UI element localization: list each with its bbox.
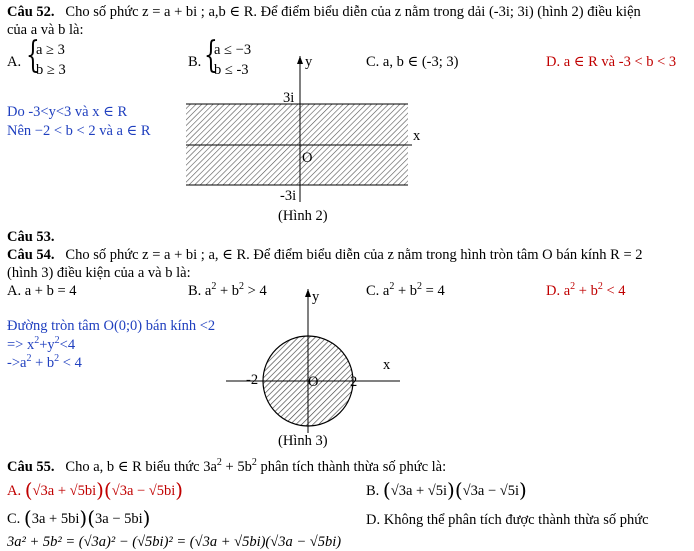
- fig3-origin-label: O: [308, 374, 319, 390]
- q53-label-text: Câu 53.: [7, 229, 55, 245]
- q52-text-a: Cho số phức z = a + bi ; a,b ∈ R. Để điểm biểu diễn của z nằm trong dải (-3i; 3i) (hình 2) điều kiện: [65, 4, 641, 20]
- q55-optD: D. Không thể phân tích được thành thừa số phức: [366, 512, 649, 528]
- q52-solution-l2: Nên −2 < b < 2 và a ∈ R: [7, 123, 151, 139]
- fig2-minus3i-label: -3i: [280, 188, 297, 204]
- q54-optB: B. $a^2 + b^2 > 4$: [188, 281, 267, 299]
- q54-text-a: Cho số phức z = a + bi ; a, ∈ R. Để điểm biểu diễn của z nằm trong hình tròn tâm O bán kính R = 2: [65, 247, 643, 263]
- q54-solution-l3: $->a^2 + b^2 < 4$: [7, 353, 82, 371]
- q54-optD: D. $a^2 + b^2 < 4$: [546, 281, 626, 299]
- fig2-y-label: y: [305, 54, 313, 70]
- q52-optB-l1: a ≤ −3: [214, 42, 252, 58]
- q52-optB-l2: b ≤ -3: [214, 62, 249, 78]
- q55-optA: A. (√3a + √5bi)(√3a − √5bi): [7, 478, 184, 502]
- q55-optB: B. (√3a + √5i)(√3a − √5i): [366, 478, 527, 502]
- q54-text-b: (hình 3) điều kiện của a và b là:: [7, 265, 191, 281]
- q53-label: [7, 229, 55, 245]
- fig2-x-label: x: [413, 128, 421, 144]
- fig3-x-label: x: [383, 357, 391, 373]
- q52-optB-label: B.: [188, 54, 202, 70]
- q55-label: Câu 55.: [7, 459, 55, 475]
- fig3-minus2-label: -2: [246, 372, 259, 388]
- y-axis-arrow: [297, 56, 303, 64]
- q55-solution: 3a² + 5b² = (√3a)² − (√5bi)² = (√3a + √5bi)(√3a − √5bi): [7, 534, 342, 550]
- fig3-2-label: 2: [350, 374, 358, 390]
- fig2-origin-label: O: [302, 150, 313, 166]
- fig2-3i-label: 3i: [283, 90, 295, 106]
- q55-line1: Câu 55. Cho a, b ∈ R biểu thức $3a^2 + 5b^2$ phân tích thành thừa số phức là:: [7, 457, 447, 475]
- q52-text-b: của a và b là:: [7, 22, 84, 38]
- fig3-y-label: y: [312, 289, 320, 305]
- q54-solution-l2: => $x^2+y^2<4$: [7, 335, 76, 353]
- figure-2-strip: [180, 52, 420, 222]
- q52-optA-l1: a ≥ 3: [36, 42, 65, 58]
- y-axis-arrow: [305, 289, 311, 297]
- q52-optA-label: A.: [7, 54, 22, 70]
- q54-optA: A. a + b = 4: [7, 283, 77, 299]
- q54-optC: C. $a^2 + b^2 = 4$: [366, 281, 445, 299]
- q52-optD: D. a ∈ R và -3 < b < 3: [546, 54, 677, 70]
- fig2-caption: (Hình 2): [278, 208, 328, 224]
- q52-line1: [7, 4, 641, 20]
- q55-optC: C. (3a + 5bi)(3a − 5bi): [7, 506, 151, 530]
- q52-optC: C. a, b ∈ (-3; 3): [366, 54, 459, 70]
- q54-line1: [7, 247, 643, 263]
- q52-label: Câu 52.: [7, 4, 55, 20]
- q52-optA-l2: b ≥ 3: [36, 62, 66, 78]
- q54-solution-l1: Đường tròn tâm O(0;0) bán kính <2: [7, 318, 216, 334]
- q54-label: Câu 54.: [7, 247, 55, 263]
- fig3-caption: (Hình 3): [278, 433, 328, 449]
- q52-solution-l1: Do -3<y<3 và x ∈ R: [7, 104, 128, 120]
